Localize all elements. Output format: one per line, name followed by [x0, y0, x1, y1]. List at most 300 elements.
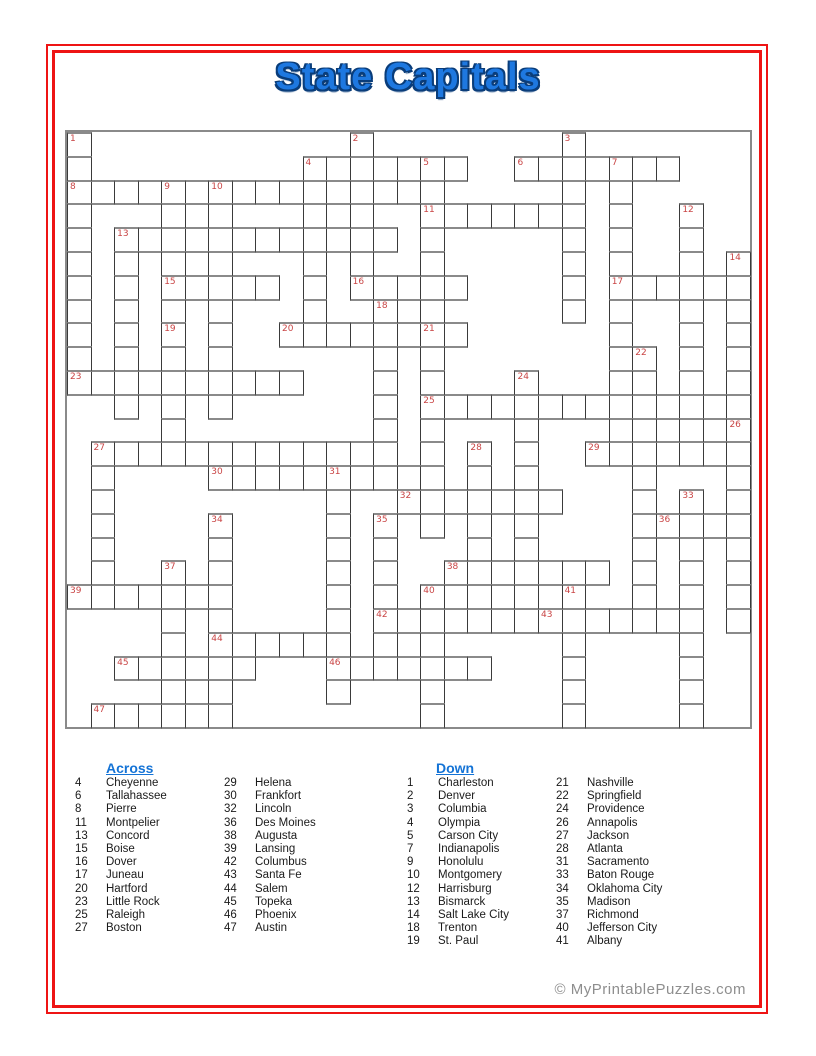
grid-cell — [679, 489, 704, 515]
clue-text: Salem — [255, 882, 288, 895]
grid-cell — [562, 156, 587, 182]
grid-cell — [632, 560, 657, 586]
grid-cell — [679, 703, 704, 729]
grid-cell — [562, 275, 587, 301]
clue-row — [407, 909, 509, 922]
clue-row — [224, 883, 316, 896]
grid-cell — [514, 370, 539, 396]
clue-row — [224, 830, 316, 843]
clue-row — [556, 790, 662, 803]
grid-cell — [538, 394, 563, 420]
grid-cell — [632, 370, 657, 396]
grid-cell — [161, 227, 186, 253]
grid-cell — [703, 513, 728, 539]
grid-cell — [373, 180, 398, 206]
grid-cell — [632, 418, 657, 444]
grid-cell — [514, 465, 539, 491]
grid-cell — [373, 465, 398, 491]
clue-text: Bismarck — [438, 895, 486, 908]
grid-cell — [444, 322, 469, 348]
grid-cell — [467, 513, 492, 539]
grid-cell — [562, 608, 587, 634]
grid-cell — [444, 394, 469, 420]
clue-text: Indianapolis — [438, 842, 500, 855]
grid-cell — [609, 180, 634, 206]
grid-cell — [67, 227, 92, 253]
grid-cell — [726, 322, 751, 348]
grid-cell — [161, 656, 186, 682]
clue-row — [75, 909, 167, 922]
grid-cell — [185, 227, 210, 253]
grid-cell — [373, 632, 398, 658]
cell-number: 41 — [564, 586, 577, 597]
clue-text: Helena — [255, 777, 292, 789]
clue-text: Lincoln — [255, 803, 292, 816]
grid-cell — [420, 441, 445, 467]
grid-cell — [373, 513, 398, 539]
clue-row — [407, 843, 509, 856]
grid-cell — [208, 322, 233, 348]
clue-text: Columbia — [438, 803, 487, 816]
clue-number: 10 — [407, 869, 420, 882]
grid-cell — [562, 656, 587, 682]
grid-cell — [562, 203, 587, 229]
clue-number: 22 — [556, 790, 569, 803]
grid-cell — [397, 322, 422, 348]
clue-row — [556, 803, 662, 816]
grid-cell — [726, 346, 751, 372]
clue-row — [556, 817, 662, 830]
clue-row — [407, 790, 509, 803]
grid-cell — [467, 656, 492, 682]
grid-cell — [679, 513, 704, 539]
grid-cell — [185, 441, 210, 467]
grid-cell — [255, 632, 280, 658]
cell-number: 14 — [729, 253, 741, 263]
grid-cell — [114, 441, 139, 467]
grid-cell — [538, 156, 563, 182]
clue-row — [556, 935, 662, 948]
clue-number: 1 — [407, 777, 414, 789]
grid-cell — [609, 322, 634, 348]
clue-text: Montgomery — [438, 869, 502, 882]
grid-cell — [208, 703, 233, 729]
cell-number: 38 — [446, 562, 459, 573]
clue-row — [224, 856, 316, 869]
grid-cell — [562, 679, 587, 705]
clue-text: Phoenix — [255, 908, 297, 921]
clue-number: 21 — [556, 777, 569, 789]
clue-number: 30 — [224, 790, 237, 803]
grid-cell — [255, 227, 280, 253]
grid-cell — [161, 703, 186, 729]
grid-cell — [397, 465, 422, 491]
grid-cell — [726, 560, 751, 586]
grid-cell — [185, 180, 210, 206]
grid-cell — [91, 537, 116, 563]
grid-cell — [208, 251, 233, 277]
grid-cell — [632, 489, 657, 515]
clue-number: 2 — [407, 790, 414, 803]
grid-cell — [303, 156, 328, 182]
grid-cell — [373, 394, 398, 420]
clue-number: 25 — [75, 908, 88, 921]
grid-cell — [679, 251, 704, 277]
clue-row — [224, 909, 316, 922]
clue-text: Jefferson City — [587, 922, 658, 935]
grid-cell — [609, 370, 634, 396]
grid-cell — [585, 608, 610, 634]
copyright-footer: © MyPrintablePuzzles.com — [554, 981, 746, 998]
clue-number: 13 — [75, 829, 88, 842]
cell-number: 2 — [352, 134, 359, 144]
grid-cell — [726, 465, 751, 491]
clue-number: 32 — [224, 803, 237, 816]
clue-text: Dover — [106, 856, 137, 869]
grid-cell — [420, 203, 445, 229]
clue-text: St. Paul — [438, 935, 479, 948]
across-header: Across — [106, 760, 154, 776]
clue-text: Augusta — [255, 829, 298, 842]
cell-number: 28 — [470, 443, 482, 454]
grid-cell — [420, 656, 445, 682]
grid-cell — [114, 299, 139, 325]
clue-text: Baton Rouge — [587, 869, 655, 882]
clue-row — [224, 896, 316, 909]
grid-cell — [679, 299, 704, 325]
grid-cell — [303, 275, 328, 301]
clue-text: Charleston — [438, 777, 494, 789]
grid-cell — [185, 703, 210, 729]
grid-cell — [632, 275, 657, 301]
clue-row — [407, 803, 509, 816]
grid-cell — [91, 703, 116, 729]
grid-cell — [562, 132, 587, 158]
grid-cell — [373, 560, 398, 586]
clue-text: Juneau — [106, 869, 144, 882]
grid-cell — [67, 132, 92, 158]
grid-cell — [208, 275, 233, 301]
grid-cell — [232, 275, 257, 301]
clue-number: 44 — [224, 882, 237, 895]
grid-cell — [726, 608, 751, 634]
clue-row — [224, 803, 316, 816]
grid-cell — [726, 537, 751, 563]
cell-number: 12 — [682, 205, 694, 216]
clue-text: Hartford — [106, 882, 148, 895]
clue-number: 13 — [407, 895, 420, 908]
cell-number: 4 — [305, 157, 312, 168]
grid-cell — [467, 584, 492, 610]
grid-cell — [161, 418, 186, 444]
grid-cell — [161, 251, 186, 277]
clue-row — [407, 869, 509, 882]
clue-text: Carson City — [438, 829, 499, 842]
grid-cell — [726, 489, 751, 515]
cell-number: 23 — [70, 372, 82, 382]
grid-cell — [420, 465, 445, 491]
grid-cell — [726, 251, 751, 277]
clue-text: Honolulu — [438, 856, 484, 869]
cell-number: 40 — [423, 586, 435, 597]
grid-cell — [350, 180, 375, 206]
grid-cell — [114, 275, 139, 301]
clue-row — [75, 777, 167, 790]
grid-cell — [350, 441, 375, 467]
grid-cell — [185, 584, 210, 610]
clue-row — [224, 922, 316, 935]
grid-cell — [562, 703, 587, 729]
grid-cell — [67, 584, 92, 610]
grid-cell — [420, 299, 445, 325]
clue-number: 7 — [407, 842, 414, 855]
cell-number: 39 — [70, 586, 82, 597]
grid-cell — [67, 322, 92, 348]
grid-cell — [397, 180, 422, 206]
grid-cell — [679, 370, 704, 396]
grid-cell — [91, 370, 116, 396]
grid-cell — [397, 275, 422, 301]
grid-cell — [679, 322, 704, 348]
clue-row — [75, 843, 167, 856]
clue-text: Cheyenne — [106, 777, 159, 789]
grid-cell — [632, 584, 657, 610]
grid-cell — [538, 203, 563, 229]
grid-cell — [632, 465, 657, 491]
grid-cell — [91, 584, 116, 610]
grid-cell — [114, 656, 139, 682]
grid-cell — [208, 203, 233, 229]
grid-cell — [397, 608, 422, 634]
clue-number: 45 — [224, 895, 237, 908]
clue-number: 5 — [407, 829, 414, 842]
grid-cell — [420, 346, 445, 372]
cell-number: 47 — [93, 705, 105, 716]
grid-cell — [161, 322, 186, 348]
clue-number: 8 — [75, 803, 82, 816]
clue-text: Boston — [106, 922, 142, 935]
grid-cell — [420, 322, 445, 348]
grid-cell — [585, 156, 610, 182]
grid-cell — [420, 394, 445, 420]
grid-cell — [444, 608, 469, 634]
clue-row — [224, 843, 316, 856]
cell-number: 6 — [517, 157, 524, 168]
clue-text: Albany — [587, 935, 623, 948]
cell-number: 45 — [117, 657, 129, 668]
clue-text: Springfield — [587, 790, 642, 803]
clue-number: 17 — [75, 869, 88, 882]
grid-cell — [255, 275, 280, 301]
grid-cell — [161, 584, 186, 610]
grid-cell — [350, 322, 375, 348]
grid-cell — [91, 513, 116, 539]
grid-cell — [538, 489, 563, 515]
grid-cell — [632, 513, 657, 539]
grid-cell — [632, 156, 657, 182]
cell-number: 30 — [211, 467, 223, 478]
grid-cell — [656, 156, 681, 182]
grid-cell — [420, 489, 445, 515]
clue-row — [556, 909, 662, 922]
clue-number: 16 — [75, 856, 88, 869]
cell-number: 10 — [211, 181, 223, 192]
grid-cell — [350, 156, 375, 182]
cell-number: 22 — [635, 348, 647, 359]
grid-cell — [279, 180, 304, 206]
across-clues-column-2 — [224, 777, 316, 935]
clue-row — [407, 777, 509, 790]
grid-cell — [444, 203, 469, 229]
clue-row — [407, 922, 509, 935]
grid-cell — [326, 632, 351, 658]
clue-row — [407, 856, 509, 869]
page-title: State Capitals — [275, 56, 541, 98]
clue-text: Topeka — [255, 895, 293, 908]
clue-row — [224, 790, 316, 803]
grid-cell — [114, 251, 139, 277]
cell-number: 37 — [164, 562, 176, 573]
clue-row — [75, 817, 167, 830]
cell-number: 26 — [729, 419, 741, 430]
cell-number: 16 — [352, 276, 365, 287]
clue-number: 47 — [224, 922, 237, 935]
grid-cell — [609, 394, 634, 420]
grid-cell — [114, 346, 139, 372]
grid-cell — [114, 322, 139, 348]
clue-row — [75, 790, 167, 803]
clue-text: Harrisburg — [438, 882, 492, 895]
clue-text: Boise — [106, 842, 135, 855]
cell-number: 13 — [117, 229, 129, 240]
clue-text: Sacramento — [587, 856, 650, 869]
grid-cell — [491, 608, 516, 634]
grid-cell — [562, 394, 587, 420]
clue-row — [407, 935, 509, 948]
clue-text: Tallahassee — [106, 790, 167, 803]
clue-text: Little Rock — [106, 895, 160, 908]
clue-row — [556, 856, 662, 869]
cell-number: 20 — [281, 324, 294, 335]
clue-row — [75, 856, 167, 869]
clue-row — [224, 777, 316, 790]
clue-number: 35 — [556, 895, 569, 908]
grid-cell — [656, 513, 681, 539]
grid-cell — [326, 537, 351, 563]
grid-cell — [350, 132, 375, 158]
grid-cell — [514, 608, 539, 634]
grid-cell — [114, 227, 139, 253]
grid-cell — [562, 251, 587, 277]
grid-cell — [161, 394, 186, 420]
cell-number: 46 — [329, 657, 341, 668]
grid-cell — [514, 489, 539, 515]
grid-cell — [138, 180, 163, 206]
grid-cell — [185, 275, 210, 301]
grid-cell — [255, 441, 280, 467]
grid-cell — [373, 322, 398, 348]
grid-cell — [114, 584, 139, 610]
grid-cell — [279, 370, 304, 396]
grid-cell — [373, 346, 398, 372]
cell-number: 32 — [399, 491, 412, 501]
clue-number: 29 — [224, 777, 237, 789]
clue-text: Des Moines — [255, 816, 316, 829]
grid-cell — [514, 560, 539, 586]
cell-number: 36 — [658, 514, 671, 525]
cell-number: 34 — [211, 514, 223, 525]
grid-cell — [114, 180, 139, 206]
grid-cell — [138, 370, 163, 396]
grid-cell — [420, 418, 445, 444]
clue-text: Lansing — [255, 842, 296, 855]
clue-row — [75, 803, 167, 816]
grid-cell — [467, 489, 492, 515]
clue-number: 33 — [556, 869, 569, 882]
grid-cell — [91, 180, 116, 206]
clue-number: 28 — [556, 842, 569, 855]
grid-cell — [208, 370, 233, 396]
grid-cell — [609, 227, 634, 253]
clue-number: 4 — [407, 816, 414, 829]
grid-cell — [467, 537, 492, 563]
grid-cell — [679, 584, 704, 610]
grid-cell — [656, 394, 681, 420]
clue-number: 24 — [556, 803, 569, 816]
grid-cell — [350, 465, 375, 491]
clue-text: Olympia — [438, 816, 481, 829]
grid-cell — [208, 537, 233, 563]
grid-cell — [585, 560, 610, 586]
grid-cell — [420, 180, 445, 206]
clue-number: 27 — [75, 922, 88, 935]
grid-cell — [303, 251, 328, 277]
clue-number: 38 — [224, 829, 237, 842]
grid-cell — [514, 441, 539, 467]
grid-cell — [538, 608, 563, 634]
grid-cell — [161, 180, 186, 206]
grid-cell — [467, 608, 492, 634]
across-clues-column-1 — [75, 777, 167, 935]
clue-text: Raleigh — [106, 908, 145, 921]
grid-cell — [420, 679, 445, 705]
clue-row — [407, 883, 509, 896]
grid-cell — [726, 441, 751, 467]
cell-number: 19 — [164, 324, 176, 335]
grid-cell — [161, 275, 186, 301]
grid-cell — [208, 584, 233, 610]
grid-cell — [467, 465, 492, 491]
grid-cell — [726, 275, 751, 301]
grid-cell — [632, 441, 657, 467]
grid-cell — [397, 156, 422, 182]
grid-cell — [397, 656, 422, 682]
grid-cell — [232, 180, 257, 206]
grid-cell — [67, 370, 92, 396]
grid-cell — [161, 299, 186, 325]
grid-cell — [632, 608, 657, 634]
grid-cell — [114, 394, 139, 420]
grid-cell — [114, 370, 139, 396]
grid-cell — [514, 584, 539, 610]
grid-cell — [420, 632, 445, 658]
grid-cell — [208, 656, 233, 682]
clue-row — [75, 830, 167, 843]
grid-cell — [326, 656, 351, 682]
grid-cell — [679, 227, 704, 253]
grid-cell — [632, 537, 657, 563]
grid-cell — [138, 584, 163, 610]
